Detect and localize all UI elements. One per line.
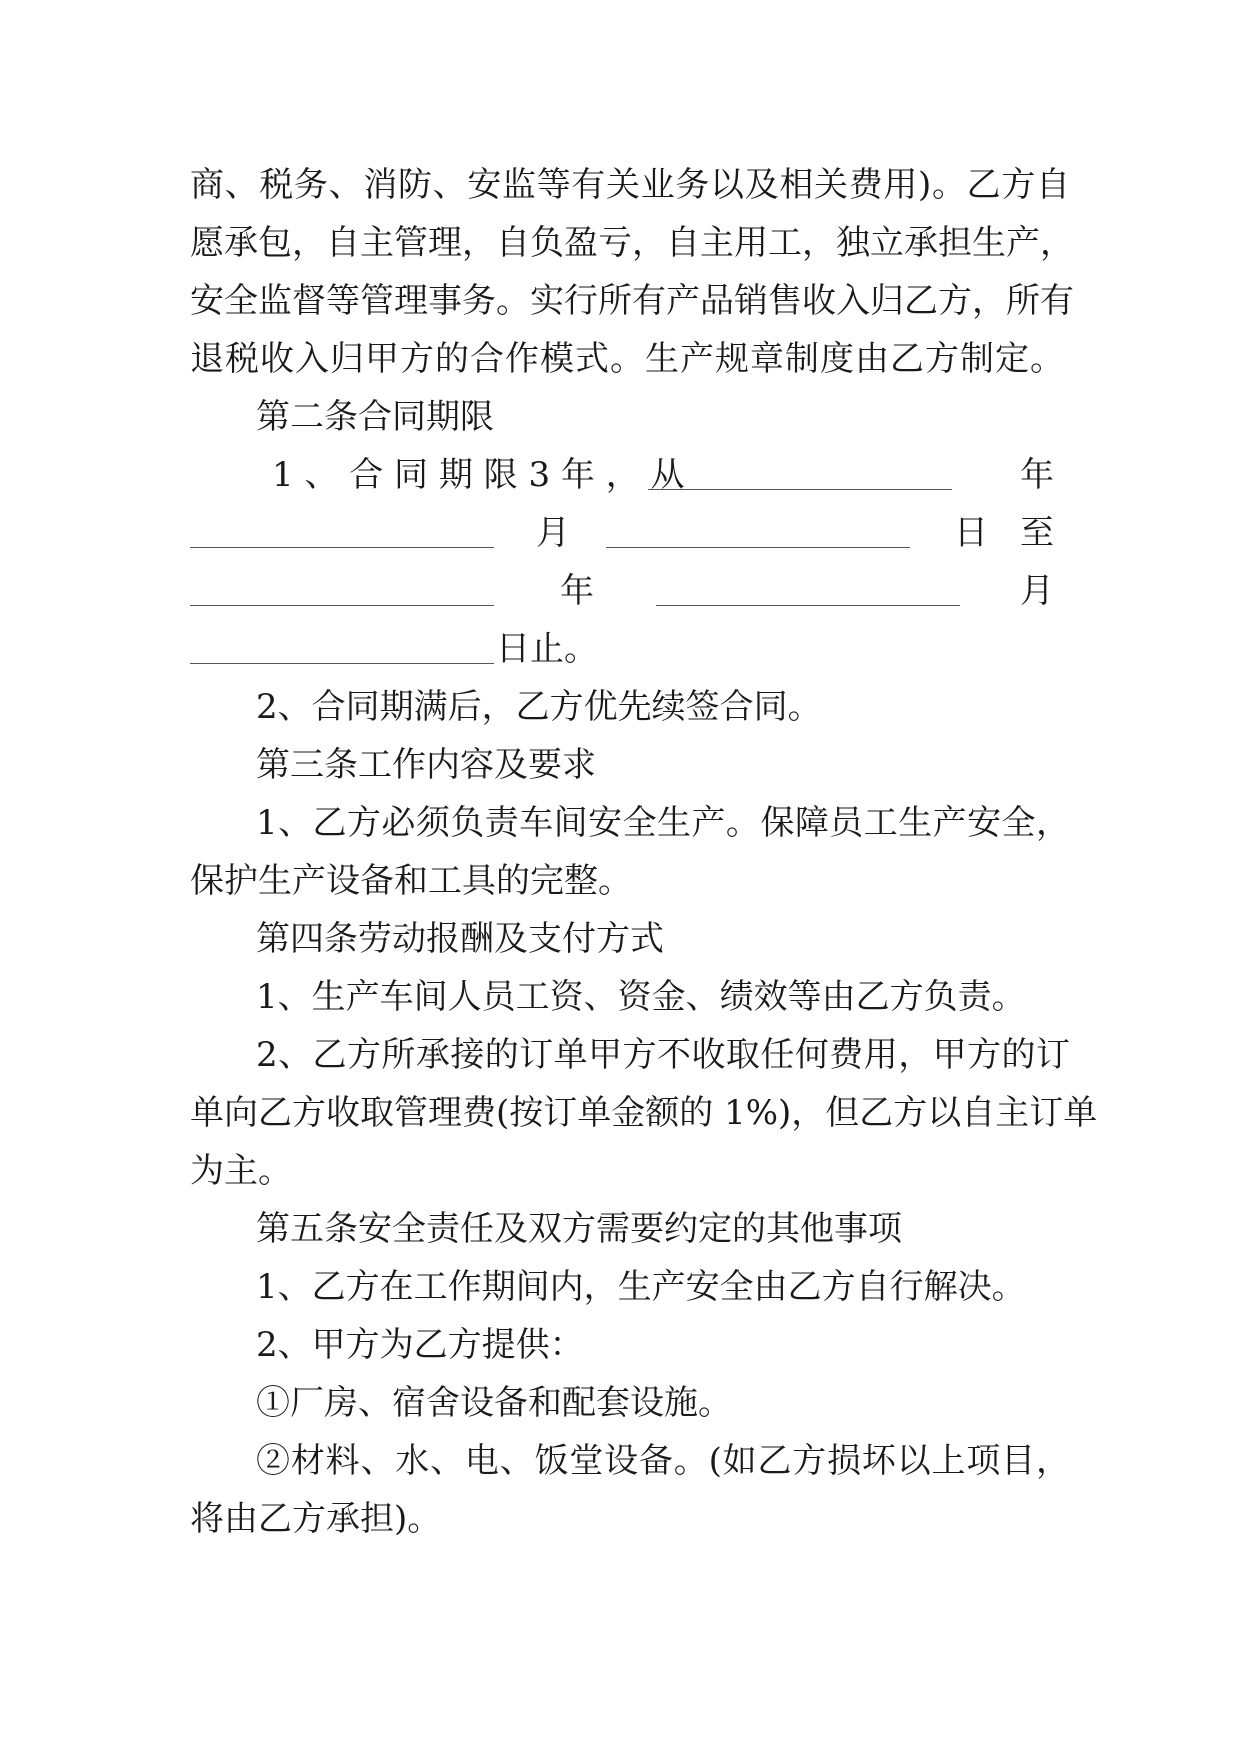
paragraph-line: 单向乙方收取管理费(按订单金额的 1%)，但乙方以自主订单 <box>190 1093 1098 1133</box>
paragraph-line: 保护生产设备和工具的完整。 <box>190 861 632 901</box>
section-heading: 第四条劳动报酬及支付方式 <box>256 919 664 959</box>
paragraph-line: ①厂房、宿舍设备和配套设施。 <box>256 1383 732 1423</box>
paragraph-line: 将由乙方承担)。 <box>190 1499 442 1539</box>
year-label: 年 <box>560 571 594 611</box>
paragraph-line: 1、乙方必须负责车间安全生产。保障员工生产安全， <box>256 803 1070 843</box>
paragraph-line: 为主。 <box>190 1151 292 1191</box>
paragraph-line: 2、乙方所承接的订单甲方不收取任何费用，甲方的订 <box>256 1035 1070 1075</box>
month-label: 月 <box>536 513 570 553</box>
paragraph-line: ②材料、水、电、饭堂设备。(如乙方损坏以上项目， <box>256 1441 1070 1481</box>
paragraph-line: 退税收入归甲方的合作模式。生产规章制度由乙方制定。 <box>190 339 1065 379</box>
end-label: 日止。 <box>496 629 598 669</box>
paragraph-line: 愿承包，自主管理，自负盈亏，自主用工，独立承担生产， <box>190 223 1074 263</box>
paragraph-line: 1、生产车间人员工资、资金、绩效等由乙方负责。 <box>256 977 1026 1017</box>
paragraph-line: 商、税务、消防、安监等有关业务以及相关费用)。乙方自 <box>190 165 1070 205</box>
term-line-1 <box>190 446 1070 504</box>
term-line-3 <box>190 562 1070 620</box>
section-heading: 第二条合同期限 <box>256 397 494 437</box>
paragraph-line: 2、合同期满后，乙方优先续签合同。 <box>256 687 822 727</box>
paragraph-line: 1、乙方在工作期间内，生产安全由乙方自行解决。 <box>256 1267 1026 1307</box>
month-label: 月 <box>1020 571 1054 611</box>
term-lead: 1 、 合 同 期 限 3 年 ， 从 <box>272 455 685 495</box>
term-line-2 <box>190 504 1070 562</box>
to-label: 至 <box>1020 513 1054 553</box>
section-heading: 第三条工作内容及要求 <box>256 745 596 785</box>
term-line-4 <box>190 620 1070 678</box>
paragraph-line: 安全监督等管理事务。实行所有产品销售收入归乙方，所有 <box>190 281 1074 321</box>
section-heading: 第五条安全责任及双方需要约定的其他事项 <box>256 1209 902 1249</box>
paragraph-line: 2、甲方为乙方提供： <box>256 1325 584 1365</box>
day-label: 日 <box>954 513 988 553</box>
year-label: 年 <box>1020 455 1054 495</box>
